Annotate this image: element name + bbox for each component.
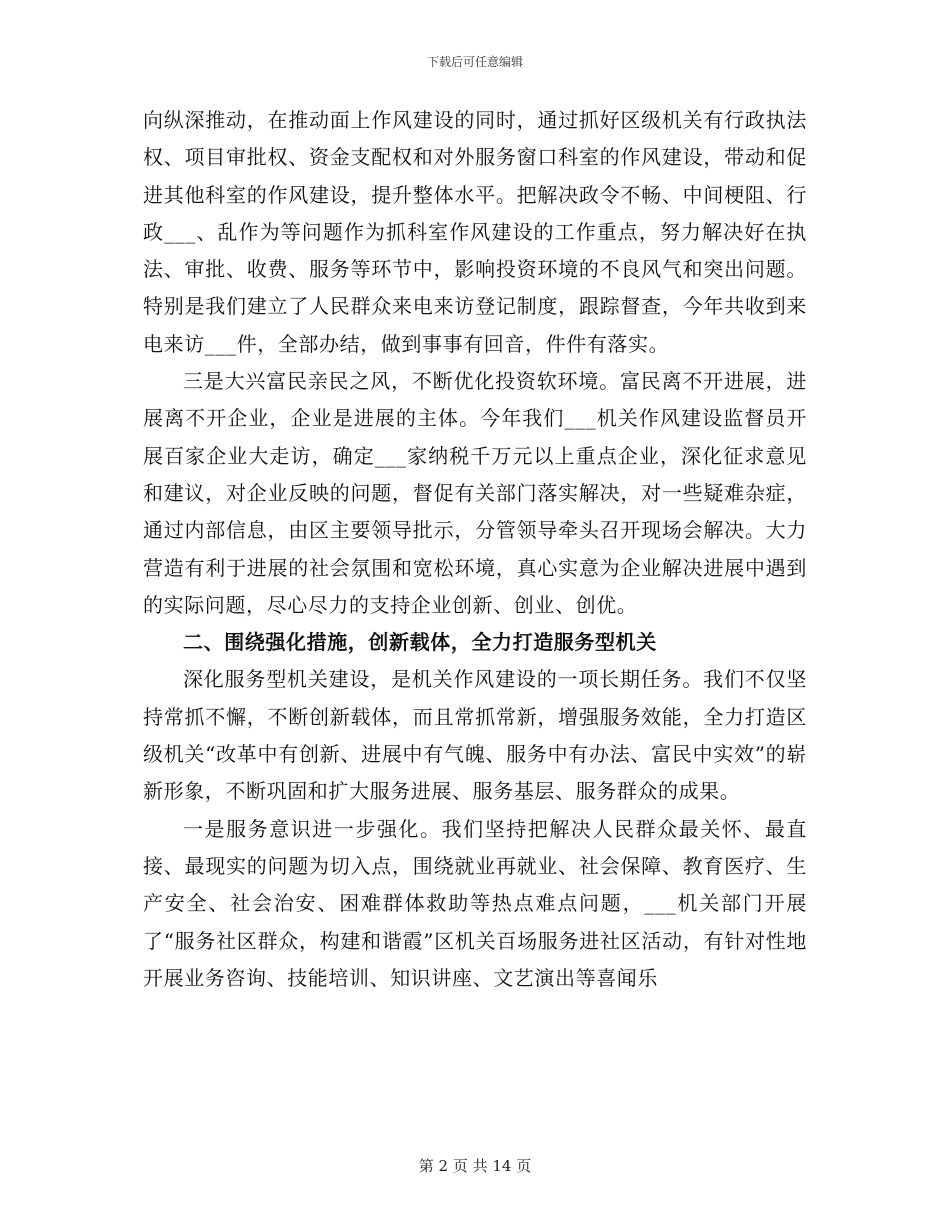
paragraph-continued: 向纵深推动，在推动面上作风建设的同时，通过抓好区级机关有行政执法权、项目审批权、资金支配权和对外服务窗口科室的作风建设，带动和促进其他科室的作风建设，提升整体水平。把解决政令不畅、中间梗阻、行政___、乱作为等问题作为抓科室作风建设的工作重点，努力解决好在执法、审批、收费、服务等环节中，影响投资环境的不良风气和突出问题。特别是我们建立了人民群众来电来访登记制度，跟踪督查，今年共收到来电来访___件，全部办结，做到事事有回音，件件有落实。 (143, 108, 807, 356)
document-body (143, 102, 807, 997)
page-header: 下载后可任意编辑 (426, 55, 523, 69)
paragraph-point-one: 一是服务意识进一步强化。我们坚持把解决人民群众最关怀、最直接、最现实的问题为切入点，围绕就业再就业、社会保障、教育医疗、生产安全、社会治安、困难群体救助等热点难点问题，___机关部门开展了“服务社区群众，构建和谐霞”区机关百场服务进社区活动，有针对性地开展业务咨询、技能培训、知识讲座、文艺演出等喜闻乐 (143, 816, 807, 990)
page-number-footer: 第 2 页 共 14 页 (418, 1157, 532, 1175)
section-heading: 二、围绕强化措施，创新载体，全力打造服务型机关 (183, 630, 657, 655)
paragraph-section-intro: 深化服务型机关建设，是机关作风建设的一项长期任务。我们不仅坚持常抓不懈，不断创新载体，而且常抓常新，增强服务效能，全力打造区级机关“改革中有创新、进展中有气魄、服务中有办法、富民中实效”的崭新形象，不断巩固和扩大服务进展、服务基层、服务群众的成果。 (143, 667, 807, 804)
paragraph-point-three: 三是大兴富民亲民之风，不断优化投资软环境。富民离不开进展，进展离不开企业，企业是进展的主体。今年我们___机关作风建设监督员开展百家企业大走访，确定___家纳税千万元以上重点企业，深化征求意见和建议，对企业反映的问题，督促有关部门落实解决，对一些疑难杂症，通过内部信息，由区主要领导批示，分管领导牵头召开现场会解决。大力营造有利于进展的社会氛围和宽松环境，真心实意为企业解决进展中遇到的实际问题，尽心尽力的支持企业创新、创业、创优。 (143, 369, 807, 617)
